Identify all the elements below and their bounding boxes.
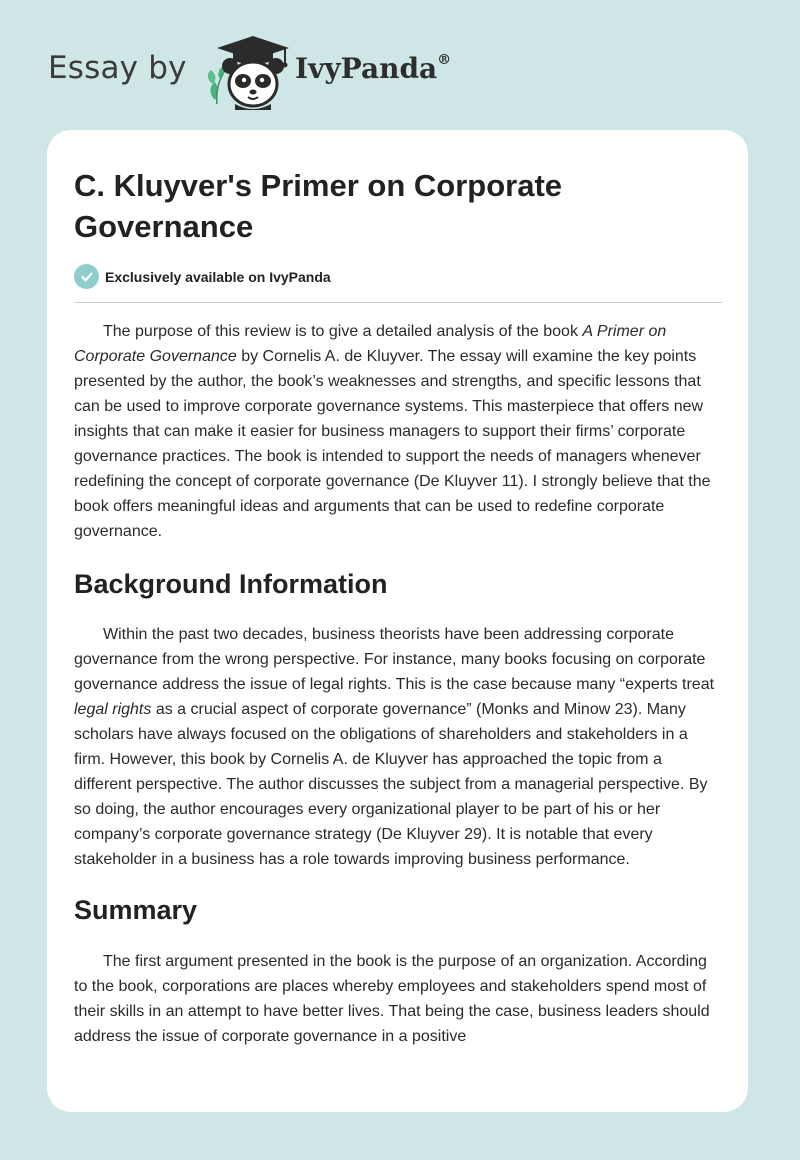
book-title: A Primer on Corporate Governance: [74, 323, 667, 365]
brand-name[interactable]: [295, 52, 451, 85]
site-header: [48, 34, 548, 114]
essay-body: [74, 319, 722, 1049]
background-text-end: as a crucial aspect of corporate governance” (Monks and Minow 23). Many scholars have always focused on the obligations of shareholders and stakeholders in a firm. However, this book by Cornelis A. de Kluyver has approached the topic from a different perspective. The author discusses the subject from a managerial perspective. By so doing, the author encourages every organizational player to be part of his or her company’s corporate governance strategy (De Kluyver 29). It is notable that every stakeholder in a business has a role towards improving business performance.: [74, 701, 708, 868]
exclusive-badge: [74, 263, 331, 290]
divider: [74, 302, 722, 303]
ivy-leaf-icon: [208, 66, 225, 104]
summary-heading: Summary: [74, 895, 198, 925]
background-heading: Background Information: [74, 569, 388, 599]
intro-paragraph: [74, 319, 722, 544]
intro-text-start: The purpose of this review is to give a detailed analysis of the book: [103, 323, 583, 340]
background-text-start: Within the past two decades, business theorists have been addressing corporate governance from the wrong perspective. For instance, many books focusing on corporate governance address the issue of legal rights. This is the case because many “experts treat: [74, 626, 715, 693]
exclusive-badge-label: Exclusively available on IvyPanda: [105, 268, 331, 285]
legal-rights-emphasis: legal rights: [74, 701, 152, 718]
summary-paragraph: The first argument presented in the book is the purpose of an organization. According to the book, corporations are places whereby employees and stakeholders spend most of their skills in an attempt to have better lives. That being the case, business leaders should address the issue of corporate governance in a positive: [74, 953, 710, 1045]
intro-text-end: by Cornelis A. de Kluyver. The essay will examine the key points presented by the author, the book’s weaknesses and strengths, and specific lessons that can be used to improve corporate governance systems. This masterpiece that offers new insights that can make it easier for business managers to support their firms’ corporate governance practices. The book is intended to support the needs of managers whenever redefining the concept of corporate governance (De Kluyver 11). I strongly believe that the book offers meaningful ideas and arguments that can be used to redefine corporate governance.: [74, 348, 711, 540]
brand-name-text: IvyPanda: [295, 52, 438, 85]
essay-card: [47, 130, 748, 1112]
background-paragraph: [74, 622, 722, 872]
panda-logo-icon[interactable]: [203, 34, 293, 110]
page-title: C. Kluyver's Primer on Corporate Governance: [74, 168, 563, 244]
brand-prefix: Essay by: [48, 50, 187, 86]
check-circle-icon: [74, 264, 99, 289]
registered-mark: ®: [437, 51, 452, 68]
